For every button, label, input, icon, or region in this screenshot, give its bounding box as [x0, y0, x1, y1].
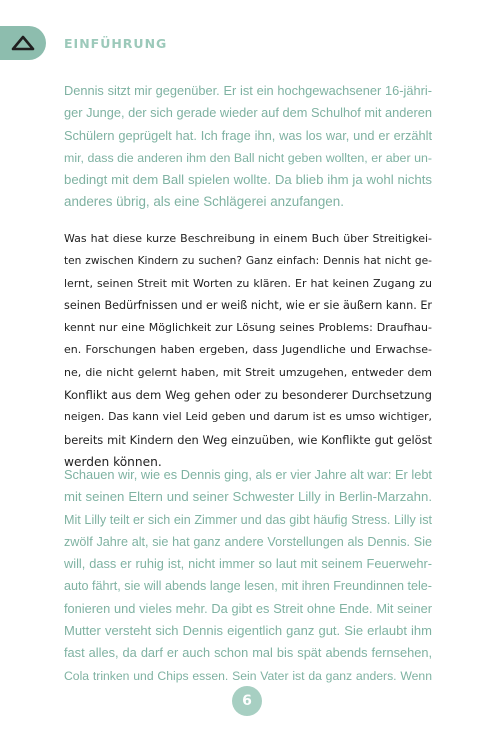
text-line: mit seinen Eltern und seiner Schwester Lilly in Berlin-Marzahn. [64, 489, 432, 505]
text-line: zwölf Jahre alt, sie hat ganz andere Vorstellungen als Dennis. Sie [64, 534, 432, 549]
text-line: kennt nur eine Möglichkeit zur Lösung seines Problems: Draufhau- [64, 321, 432, 335]
text-line: fast alles, da darf er auch schon mal bis spät abends fernsehen, [64, 645, 432, 661]
text-line: will, dass er ruhig ist, nicht immer so laut mit seinem Feuerwehr- [64, 556, 432, 572]
intro-paragraph [64, 80, 432, 214]
text-line: ten zwischen Kindern zu suchen? Ganz einfach: Dennis hat nicht ge- [64, 255, 432, 268]
page-number: 6 [232, 686, 262, 716]
text-line: bedingt mit dem Ball spielen wollte. Da blieb ihm ja wohl nichts [64, 172, 432, 188]
text-line: bereits mit Kindern den Weg einzuüben, wie Konflikte gut gelöst [64, 432, 432, 447]
text-line: Konflikt aus dem Weg gehen oder zu besonderer Durchsetzung [64, 388, 432, 403]
text-line: ne, die nicht gelernt haben, mit Streit umzugehen, entweder dem [64, 365, 432, 379]
text-line: lernt, seinen Streit mit Worten zu klären. Er hat keinen Zugang zu [64, 276, 432, 290]
body-paragraph [64, 228, 432, 473]
text-line: mir, dass die anderen ihm den Ball nicht geben wollten, er aber un- [64, 150, 432, 165]
text-line: Dennis sitzt mir gegenüber. Er ist ein hochgewachsener 16-jähri- [64, 83, 432, 98]
text-line: Cola trinken und Chips essen. Sein Vater ist da ganz anders. Wenn [64, 668, 432, 683]
text-line: Schauen wir, wie es Dennis ging, als er vier Jahre alt war: Er lebt [64, 467, 432, 482]
text-line: werden können. [64, 454, 162, 469]
text-line: Mit Lilly teilt er sich ein Zimmer und das gibt häufig Stress. Lilly ist [64, 512, 432, 527]
text-line: Schülern geprügelt hat. Ich frage ihn, was los war, und er erzählt [64, 127, 432, 143]
text-line: seinen Bedürfnissen und er weiß nicht, wie er sie äußern kann. Er [64, 298, 432, 312]
text-line: fonieren und vieles mehr. Da gibt es Streit ohne Ende. Mit seiner [64, 600, 432, 616]
text-line: Was hat diese kurze Beschreibung in einem Buch über Streitigkei- [64, 232, 432, 245]
text-line: neigen. Das kann viel Leid geben und darum ist es umso wichtiger, [64, 410, 432, 424]
chapter-tab [0, 26, 46, 60]
text-line: ger Junge, der sich gerade wieder auf dem Schulhof mit anderen [64, 105, 432, 121]
chapter-heading: EINFÜHRUNG [64, 36, 168, 51]
text-line: en. Forschungen haben ergeben, dass Jugendliche und Erwachse- [64, 343, 432, 357]
triangle-icon [11, 35, 35, 51]
text-line: Mutter versteht sich Dennis eigentlich ganz gut. Sie erlaubt ihm [64, 623, 432, 639]
text-line: auto fährt, sie will abends lange lesen, mit ihren Freundinnen tele- [64, 579, 432, 594]
story-paragraph [64, 464, 432, 687]
text-line: anderes übrig, als eine Schlägerei anzufangen. [64, 194, 344, 210]
